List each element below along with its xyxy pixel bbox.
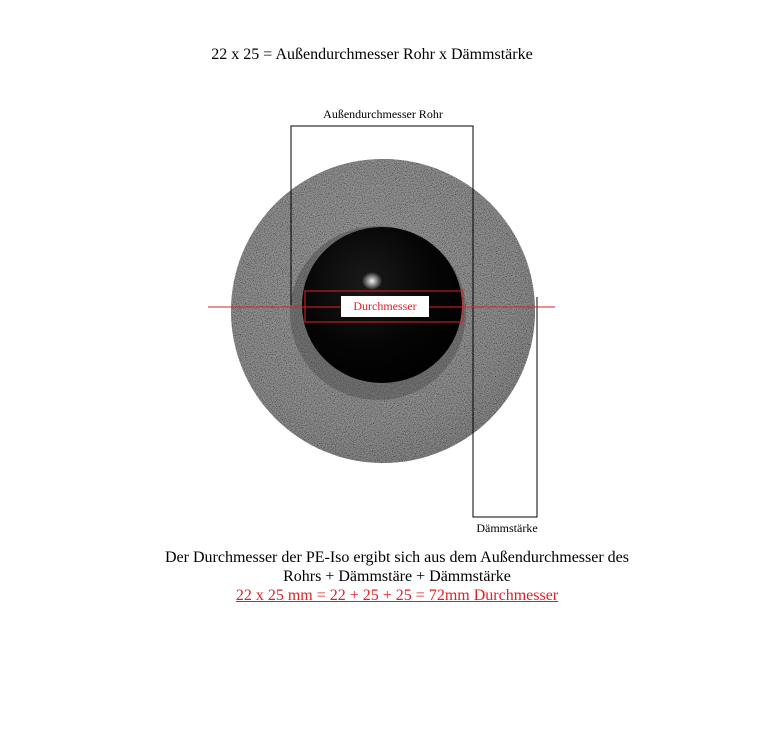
diameter-label: Durchmesser <box>341 296 429 317</box>
thickness-label: Dämmstärke <box>476 521 538 535</box>
page-title: 22 x 25 = Außendurchmesser Rohr x Dämmstärke <box>211 46 533 63</box>
outer-diameter-label: Außendurchmesser Rohr <box>323 107 443 121</box>
caption <box>0 548 770 605</box>
caption-line-1: Der Durchmesser der PE-Iso ergibt sich aus dem Außendurchmesser des <box>164 549 630 566</box>
caption-line-2: Rohrs + Dämmstäre + Dämmstärke <box>283 568 511 585</box>
formula-text: 22 x 25 mm = 22 + 25 + 25 = 72mm Durchmesser <box>235 587 559 604</box>
